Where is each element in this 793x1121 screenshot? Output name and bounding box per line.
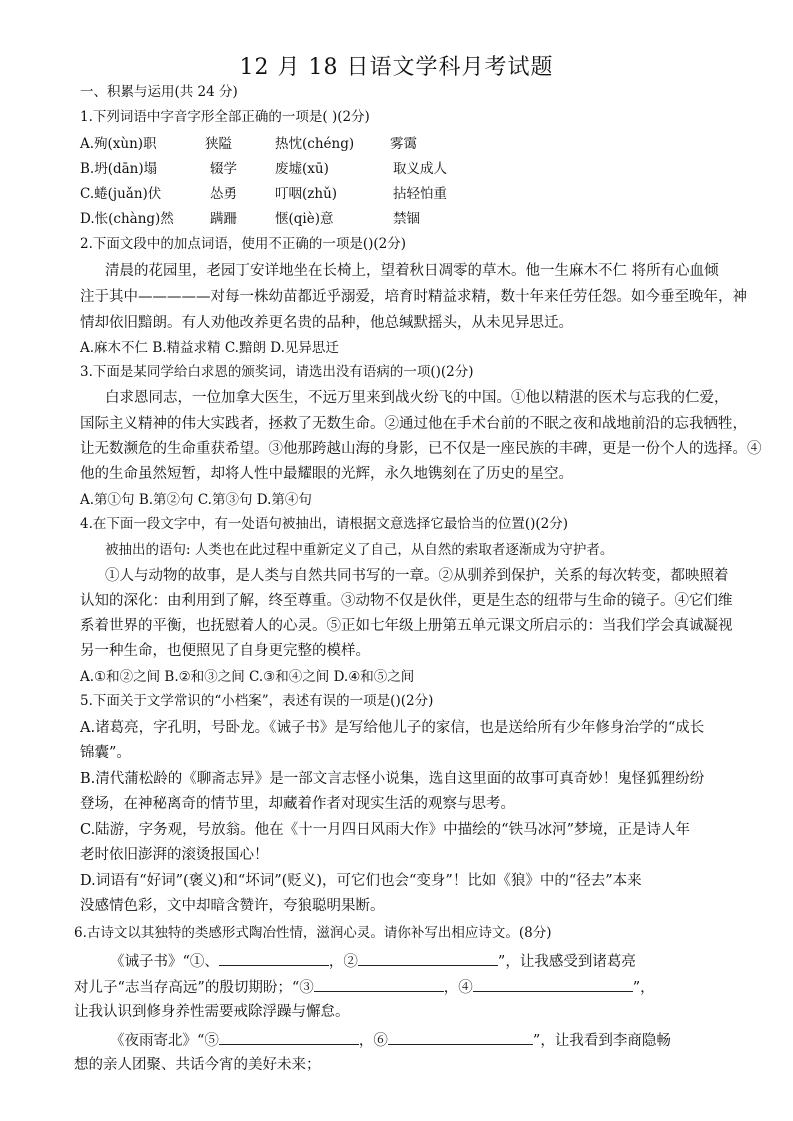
page-title: 12 月 18 日语文学科月考试题 bbox=[239, 55, 554, 80]
q6-line-4: 《夜雨寄北》“⑤ ，⑥ ”，让我看到李商隐畅 bbox=[110, 1030, 671, 1050]
answer-blank-2[interactable] bbox=[358, 951, 498, 966]
q1-d-4: 禁锢 bbox=[393, 211, 420, 227]
answer-blank-5[interactable] bbox=[219, 1030, 359, 1045]
q2-passage-line: 情却依旧黯朗。有人劝他改养更名贵的品种，他总缄默摇头，从未见异思迁。 bbox=[80, 315, 573, 331]
q5-option-line: C.陆游，字务观，号放翁。他在《十一月四日风雨大作》中描绘的“铁马冰河”梦境，正是诗人年 bbox=[80, 822, 691, 838]
q3-passage-line: 白求恩同志，一位加拿大医生，不远万里来到战火纷飞的中国。①他以精湛的医术与忘我的仁爱， bbox=[105, 390, 729, 406]
q1-c-1: C.蜷(juǎn)伏 bbox=[80, 186, 162, 202]
q6-line-3: 让我认识到修身养性需要戒除浮躁与懈怠。 bbox=[74, 1004, 350, 1020]
q1-b-3: 废墟(xū) bbox=[275, 161, 329, 177]
q3-passage-line: 国际主义精神的伟大实践者，拯救了无数生命。②通过他在手术台前的不眠之夜和战地前沿的忘我牺牲， bbox=[80, 416, 747, 432]
q1-d-2: 蹒跚 bbox=[210, 211, 237, 227]
q6-line-2: 对儿子“志当存高远”的殷切期盼；“③ ，④ ”， bbox=[74, 977, 655, 997]
question-2-stem: 2.下面文段中的加点词语，使用不正确的一项是()(2分) bbox=[80, 236, 407, 252]
q3-passage-line: 让无数濒危的生命重获希望。③他那跨越山海的身影，已不仅是一座民族的丰碑，更是一份个人的选择。④ bbox=[80, 441, 762, 457]
q5-option-line: 锦囊”。 bbox=[80, 745, 131, 761]
q6-line-5: 想的亲人团聚、共话今宵的美好未来； bbox=[74, 1057, 321, 1073]
question-5-stem: 5.下面关于文学常识的“小档案”，表述有误的一项是()(2分) bbox=[80, 693, 434, 709]
q1-c-2: 怂勇 bbox=[210, 186, 237, 202]
q1-b-1: B.坍(dān)塌 bbox=[80, 161, 158, 177]
q5-option-line: A.诸葛亮，字孔明，号卧龙。《诫子书》是写给他儿子的家信，也是送给所有少年修身治学的“成长 bbox=[80, 720, 705, 736]
q5-option-line: D.词语有“好词”(褒义)和“坏词”(贬义)，可它们也会“变身”！比如《狼》中的“径去”本来 bbox=[80, 873, 642, 889]
q4-passage-line: 系着世界的平衡，也抚慰着人的心灵。⑤正如七年级上册第五单元课文所启示的：当我们学会真诚凝视 bbox=[80, 618, 733, 634]
q5-option-line: 老时依旧澎湃的滚烫报国心！ bbox=[80, 847, 269, 863]
q6-line-1: 《诫子书》“①、 ，② ”，让我感受到诸葛亮 bbox=[110, 951, 636, 971]
q5-option-line: 登场，在神秘离奇的情节里，却藏着作者对现实生活的观察与思考。 bbox=[80, 796, 515, 812]
q1-b-2: 辍学 bbox=[210, 161, 237, 177]
q1-c-4: 拈轻怕重 bbox=[393, 186, 447, 202]
q1-a-1: A.殉(xùn)职 bbox=[80, 136, 157, 152]
q2-passage-line: 清晨的花园里，老园丁安详地坐在长椅上，望着秋日凋零的草木。他一生麻木不仁 将所有心血倾 bbox=[105, 263, 719, 279]
q1-c-3: 叮咽(zhǔ) bbox=[275, 186, 338, 202]
question-6-stem: 6.古诗文以其独特的类感形式陶冶性情，滋润心灵。请你补写出相应诗文。(8分) bbox=[74, 925, 552, 941]
q4-passage-line: 认知的深化：由利用到了解，终至尊重。③动物不仅是伙伴，更是生态的纽带与生命的镜子。④它们维 bbox=[80, 593, 733, 609]
question-1-stem: 1.下列词语中字音字形全部正确的一项是( )(2分) bbox=[80, 109, 370, 125]
q1-d-1: D.怅(chàng)然 bbox=[80, 211, 174, 227]
q1-a-2: 狭隘 bbox=[205, 136, 232, 152]
answer-blank-6[interactable] bbox=[388, 1030, 533, 1045]
section-heading: 一、积累与运用(共 24 分) bbox=[80, 84, 238, 100]
q3-options: A.第①句 B.第②句 C.第③句 D.第④句 bbox=[80, 492, 312, 508]
q4-options: A.①和②之间 B.②和③之间 C.③和④之间 D.④和⑤之间 bbox=[80, 669, 415, 685]
answer-blank-1[interactable] bbox=[219, 951, 329, 966]
q2-passage-line: 注于其中—————对每一株幼苗都近乎溺爱，培育时精益求精，数十年来任劳任怨。如今垂至晚年，神 bbox=[80, 289, 747, 305]
q1-d-3: 惬(qiè)意 bbox=[275, 211, 334, 227]
q4-passage-line: 另一种生命，也便照见了自身更完整的模样。 bbox=[80, 643, 370, 659]
q3-passage-line: 他的生命虽然短暂，却将人性中最耀眼的光辉，永久地镌刻在了历史的星空。 bbox=[80, 466, 573, 482]
answer-blank-4[interactable] bbox=[473, 977, 633, 992]
q1-a-4: 雾霭 bbox=[390, 136, 417, 152]
q2-options: A.麻木不仁 B.精益求精 C.黯朗 D.见异思迁 bbox=[80, 340, 339, 356]
q1-b-4: 取义成人 bbox=[393, 161, 447, 177]
answer-blank-3[interactable] bbox=[314, 977, 444, 992]
q4-extracted-sentence: 被抽出的语句: 人类也在此过程中重新定义了自己，从自然的索取者逐渐成为守护者。 bbox=[105, 542, 614, 558]
q1-a-3: 热忱(chéng) bbox=[275, 136, 355, 152]
q5-option-line: B.清代蒲松龄的《聊斋志异》是一部文言志怪小说集，选自这里面的故事可真奇妙！鬼怪狐狸纷纷 bbox=[80, 771, 705, 787]
q4-passage-line: ①人与动物的故事，是人类与自然共同书写的一章。②从驯养到保护，关系的每次转变，都映照着 bbox=[105, 568, 729, 584]
question-3-stem: 3.下面是某同学给白求恩的颁奖词，请选出没有语病的一项()(2分) bbox=[80, 364, 474, 380]
q5-option-line: 没感情色彩，文中却暗含赞许，夸狼聪明果断。 bbox=[80, 898, 385, 914]
question-4-stem: 4.在下面一段文字中，有一处语句被抽出，请根据文意选择它最恰当的位置()(2分) bbox=[80, 516, 569, 532]
